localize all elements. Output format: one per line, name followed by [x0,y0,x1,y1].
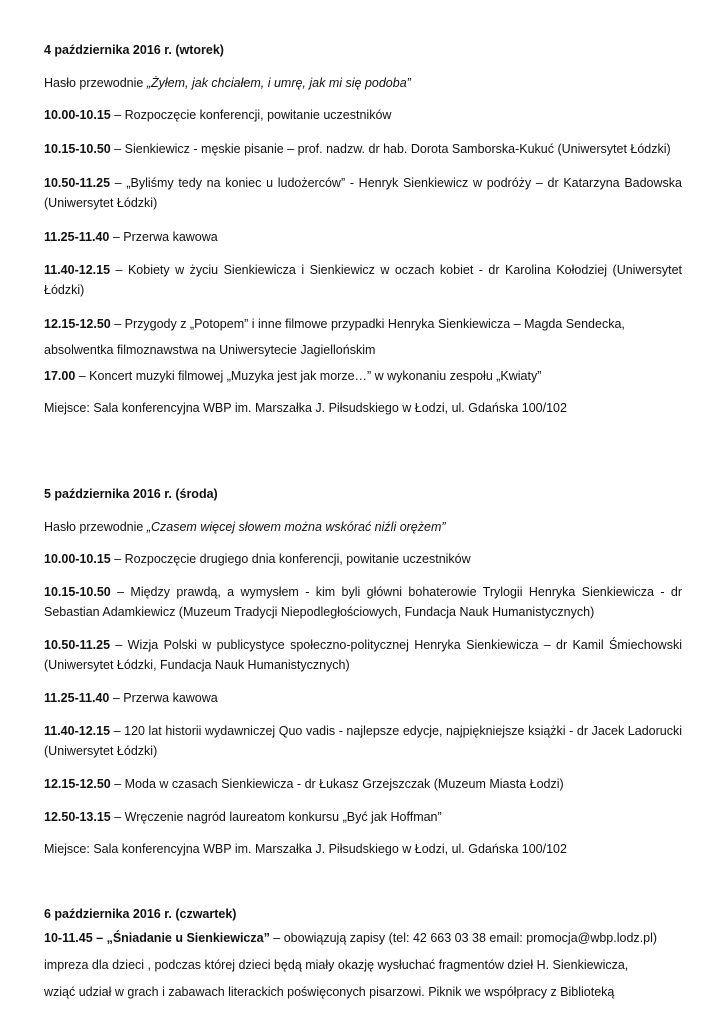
day1-item-5 [44,260,682,300]
day2-motto-quote: „Czasem więcej słowem można wskórać niźli orężem” [146,520,446,534]
day3-item-time: 10-11.45 [44,931,93,945]
day1-item-3 [44,173,682,213]
day2-item-1-text: – Rozpoczęcie drugiego dnia konferencji, powitanie uczestników [110,552,471,566]
day2-item-7 [44,807,682,827]
day2-item-4-text: – Przerwa kawowa [109,691,218,705]
day1-item-6-time: 12.15-12.50 [44,317,111,331]
day2-item-2 [44,582,682,622]
day3-description-line-2: wziąć udział w grach i zabawach literackich poświęconych pisarzowi. Piknik we współpracy z Biblioteką [44,985,615,999]
day2-item-6-time: 12.15-12.50 [44,777,111,791]
day2-item-6-text: – Moda w czasach Sienkiewicza - dr Łukasz Grzejszczak (Muzeum Miasta Łodzi) [110,777,564,791]
day2-item-6 [44,774,682,794]
day1-item-1-text: – Rozpoczęcie konferencji, powitanie uczestników [110,108,392,122]
day2-item-4 [44,688,682,708]
day3-description-line-1: impreza dla dzieci , podczas której dzieci będą miały okazję wysłuchać fragmentów dzieł H. Sienkiewicza, [44,958,629,972]
day2-item-7-text: – Wręczenie nagród laureatom konkursu „Być jak Hoffman” [110,810,442,824]
day1-item-4-time: 11.25-11.40 [44,230,110,244]
day2-item-5 [44,721,682,761]
day1-item-5-time: 11.40-12.15 [44,263,111,277]
day2-item-2-text: – Między prawdą, a wymysłem - kim byli główni bohaterowie Trylogii Henryka Sienkiewicza - dr Sebastian Adamkiewicz (Muzeum Tradycji Niepodległościowych, Fundacja Nauk Humanistycznych) [44,585,682,619]
day1-item-4 [44,227,682,247]
day1-item-4-text: – Przerwa kawowa [109,230,218,244]
day1-item-3-text: – „Byliśmy tedy na koniec u ludożerców” - Henryk Sienkiewicz w podróży – dr Katarzyna Badowska (Uniwersytet Łódzki) [44,176,682,210]
day3-item [44,928,682,948]
day3-section [44,904,682,1002]
day1-section [44,40,682,418]
day2-item-1 [44,549,682,569]
day2-item-5-text: – 120 lat historii wydawniczej Quo vadis - najlepsze edycje, najpiękniejsze książki - dr Jacek Ladorucki (Uniwersytet Łódzki) [44,724,682,758]
day1-item-2-text: – Sienkiewicz - męskie pisanie – prof. nadzw. dr hab. Dorota Samborska-Kukuć (Uniwersytet Łódzki) [110,142,671,156]
day2-item-7-time: 12.50-13.15 [44,810,111,824]
day2-item-1-time: 10.00-10.15 [44,552,111,566]
day2-heading: 5 października 2016 r. (środa) [44,487,218,501]
day1-item-1-time: 10.00-10.15 [44,108,111,122]
day1-heading: 4 października 2016 r. (wtorek) [44,43,224,57]
day2-motto [44,517,682,537]
day2-item-3-time: 10.50-11.25 [44,638,111,652]
day1-item-6-continuation: absolwentka filmoznawstwa na Uniwersytecie Jagiellońskim [44,343,376,357]
day1-motto-quote: „Żyłem, jak chciałem, i umrę, jak mi się podoba” [146,76,411,90]
day1-place: Miejsce: Sala konferencyjna WBP im. Marszałka J. Piłsudskiego w Łodzi, ul. Gdańska 100/102 [44,401,567,415]
day1-item-2 [44,139,682,159]
day2-place: Miejsce: Sala konferencyjna WBP im. Marszałka J. Piłsudskiego w Łodzi, ul. Gdańska 100/102 [44,842,567,856]
day2-item-4-time: 11.25-11.40 [44,691,110,705]
day1-item-7-time: 17.00 [44,369,76,383]
day1-item-3-time: 10.50-11.25 [44,176,111,190]
day2-item-2-time: 10.15-10.50 [44,585,111,599]
day2-item-3 [44,635,682,675]
day1-item-1 [44,105,682,125]
day2-motto-prefix: Hasło przewodnie [44,520,147,534]
day3-item-title: – „Śniadanie u Sienkiewicza” [92,931,270,945]
day3-heading: 6 października 2016 r. (czwartek) [44,907,237,921]
day1-item-5-text: – Kobiety w życiu Sienkiewicza i Sienkiewicz w oczach kobiet - dr Karolina Kołodziej (Uniwersytet Łódzki) [44,263,682,297]
day1-item-2-time: 10.15-10.50 [44,142,111,156]
day1-item-7 [44,366,682,386]
day1-motto-prefix: Hasło przewodnie [44,76,147,90]
day1-item-7-text: – Koncert muzyki filmowej „Muzyka jest jak morze…” w wykonaniu zespołu „Kwiaty” [75,369,542,383]
day2-section [44,484,682,859]
day2-item-3-text: – Wizja Polski w publicystyce społeczno-politycznej Henryka Sienkiewicza – dr Kamil Śmiechowski (Uniwersytet Łódzki, Fundacja Nauk Humanistycznych) [44,638,682,672]
day1-item-6-text: – Przygody z „Potopem” i inne filmowe przypadki Henryka Sienkiewicza – Magda Sendecka, [110,317,625,331]
day2-item-5-time: 11.40-12.15 [44,724,111,738]
day1-motto [44,73,682,93]
day1-item-6 [44,314,682,334]
day3-item-rest: – obowiązują zapisy (tel: 42 663 03 38 email: promocja@wbp.lodz.pl) [269,931,658,945]
